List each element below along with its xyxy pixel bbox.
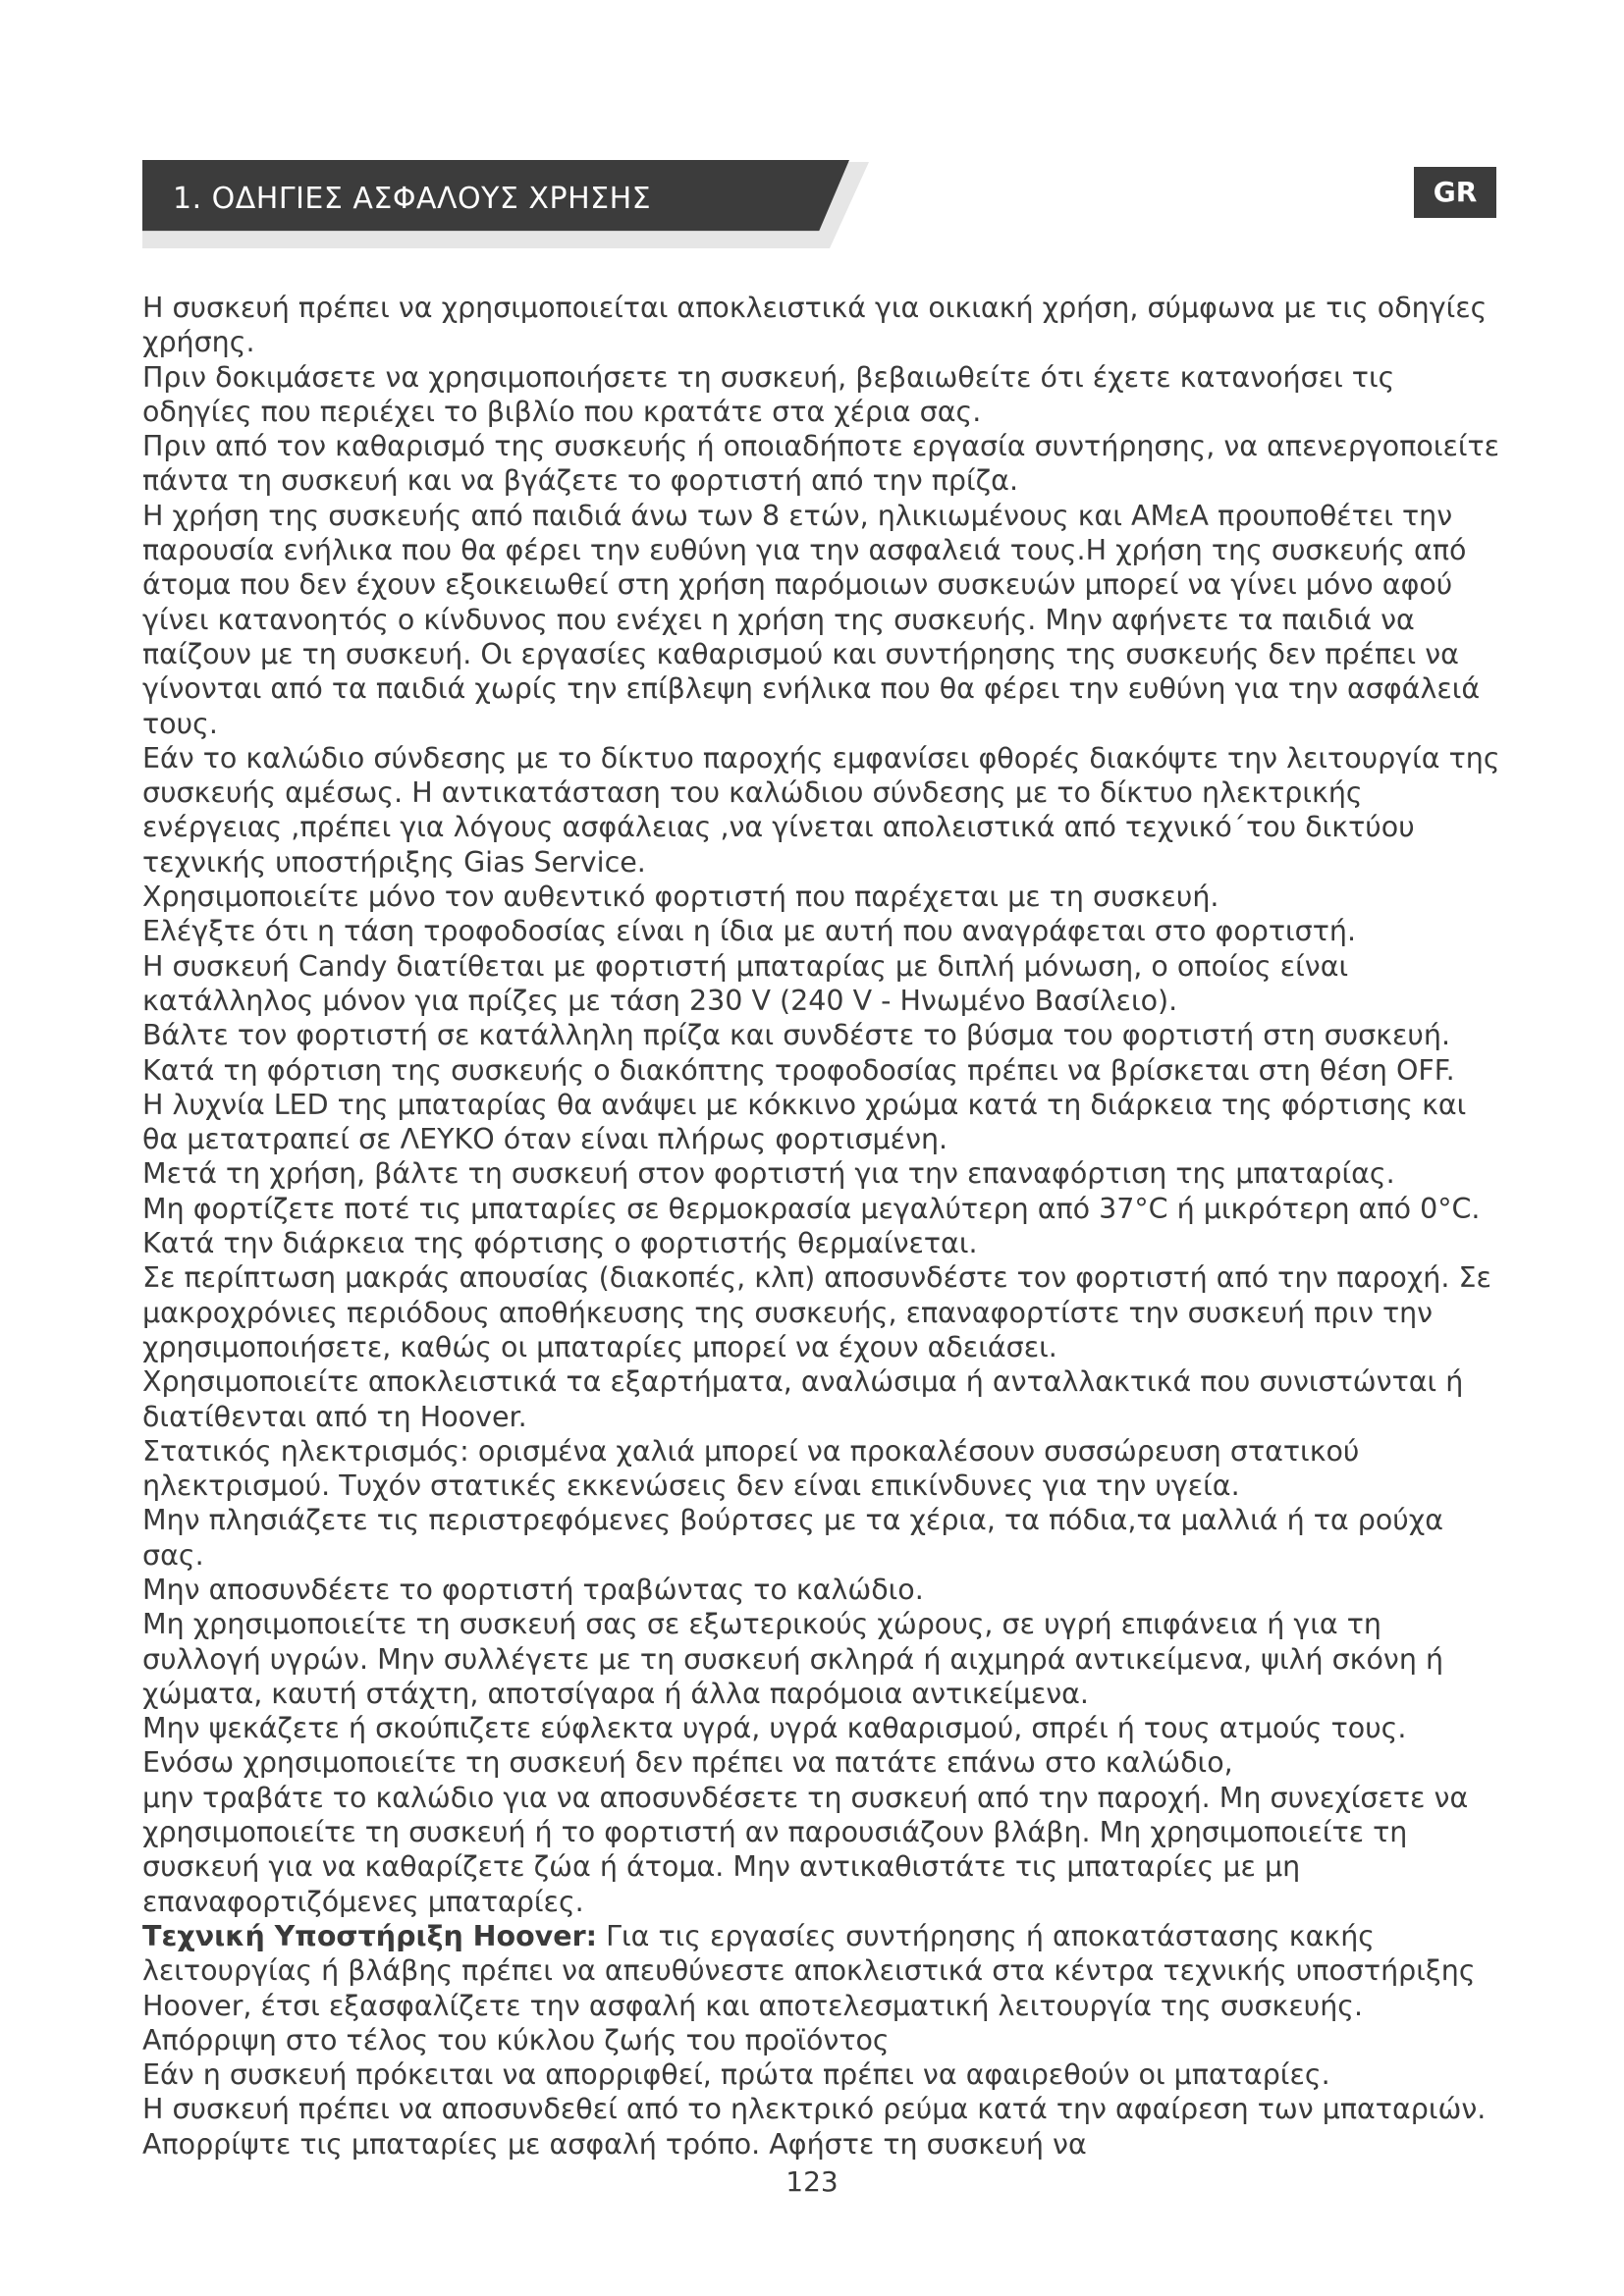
language-badge: GR: [1414, 167, 1496, 218]
section-title: 1. ΟΔΗΓΙΕΣ ΑΣΦΑΛΟΥΣ ΧΡΗΣΗΣ: [173, 182, 652, 216]
paragraph: Ελέγξτε ότι η τάση τροφοδοσίας είναι η ίδια με αυτή που αναγράφεται στο φορτιστή.: [142, 915, 1357, 948]
paragraph: Εάν το καλώδιο σύνδεσης με το δίκτυο παροχής εμφανίσει φθορές διακόψτε την λειτουργία της συσκευής αμέσως. Η αντικατάσταση του καλώδιου σύνδεσης με το δίκτυο ηλεκτρικής ενέργειας ,πρέπει για λόγους ασφάλειας ,να γίνεται απολειστικά από τεχνικό΄του δικτύου τεχνικής υποστήριξης Gias Service.: [142, 741, 1500, 879]
paragraph: Η συσκευή πρέπει να χρησιμοποιείται αποκλειστικά για οικιακή χρήση, σύμφωνα με τις οδηγίες χρήσης.: [142, 292, 1488, 359]
paragraph: Η λυχνία LED της μπαταρίας θα ανάψει με κόκκινο χρώμα κατά τη διάρκεια της φόρτισης και θα μετατραπεί σε ΛΕΥΚΟ όταν είναι πλήρως φορτισμένη.: [142, 1088, 1467, 1156]
disposal-heading: Απόρριψη στο τέλος του κύκλου ζωής του προϊόντος: [142, 2023, 890, 2056]
paragraph: Χρησιμοποιείτε μόνο τον αυθεντικό φορτιστή που παρέχεται με τη συσκευή.: [142, 881, 1219, 914]
page-number: 123: [785, 2165, 839, 2198]
paragraph: Μην ψεκάζετε ή σκούπιζετε εύφλεκτα υγρά, υγρά καθαρισμού, σπρέι ή τους ατμούς τους.: [142, 1712, 1407, 1745]
paragraph: Κατά τη φόρτιση της συσκευής ο διακόπτης τροφοδοσίας πρέπει να βρίσκεται στη θέση OFF.: [142, 1053, 1455, 1087]
paragraph: Μη χρησιμοποιείτε τη συσκευή σας σε εξωτερικούς χώρους, σε υγρή επιφάνεια ή για τη συλλογή υγρών. Μην συλλέγετε με τη συσκευή σκληρά ή αιχμηρά αντικείμενα, ψιλή σκόνη ή χώματα, καυτή στάχτη, αποτσίγαρα ή άλλα παρόμοια αντικείμενα.: [142, 1608, 1444, 1710]
paragraph: Η χρήση της συσκευής από παιδιά άνω των 8 ετών, ηλικιωμένους και ΑΜεΑ προυποθέτει την παρουσία ενήλικα που θα φέρει την ευθύνη για την ασφαλειά τους.Η χρήση της συσκευής από άτομα που δεν έχουν εξοικειωθεί στη χρήση παρόμοιων συσκευών μπορεί να γίνει μόνο αφού γίνει κατανοητός ο κίνδυνος που ενέχει η χρήση της συσκευής. Μην αφήνετε τα παιδιά να παίζουν με τη συσκευή. Οι εργασίες καθαρισμού και συντήρησης της συσκευής δεν πρέπει να γίνονται από τα παιδιά χωρίς την επίβλεψη ενήλικα που θα φέρει την ευθύνη για την ασφάλειά τους.: [142, 499, 1481, 740]
paragraph: Η συσκευή πρέπει να αποσυνδεθεί από το ηλεκτρικό ρεύμα κατά την αφαίρεση των μπαταριών. Απορρίψτε τις μπαταρίες με ασφαλή τρόπο. Αφήστε τη συσκευή να: [142, 2093, 1487, 2161]
paragraph: Μην πλησιάζετε τις περιστρεφόμενες βούρτσες με τα χέρια, τα πόδια,τα μαλλιά ή τα ρούχα σας.: [142, 1504, 1444, 1572]
paragraph: Ενόσω χρησιμοποιείτε τη συσκευή δεν πρέπει να πατάτε επάνω στο καλώδιο,: [142, 1746, 1233, 1780]
paragraph: Η συσκευή Candy διατίθεται με φορτιστή μπαταρίας με διπλή μόνωση, ο οποίος είναι κατάλληλος μόνον για πρίζες με τάση 230 V (240 V - Ηνωμένο Βασίλειο).: [142, 949, 1349, 1017]
support-text: Για τις εργασίες συντήρησης ή αποκατάστασης κακής λειτουργίας ή βλάβης πρέπει να απευθύνεστε αποκλειστικά στα κέντρα τεχνικής υποστήριξης Hoover, έτσι εξασφαλίζετε την ασφαλή και αποτελεσματική λειτουργία της συσκευής.: [142, 1919, 1476, 2022]
paragraph: Μην αποσυνδέετε το φορτιστή τραβώντας το καλώδιο.: [142, 1573, 924, 1606]
paragraph: Σε περίπτωση μακράς απουσίας (διακοπές, κλπ) αποσυνδέστε τον φορτιστή από την παροχή. Σε μακροχρόνιες περιόδους αποθήκευσης της συσκευής, επαναφορτίστε την συσκευή πριν την χρησιμοποιήσετε, καθώς οι μπαταρίες μπορεί να έχουν αδειάσει.: [142, 1261, 1491, 1363]
paragraph: Χρησιμοποιείτε αποκλειστικά τα εξαρτήματα, αναλώσιμα ή ανταλλακτικά που συνιστώνται ή διατίθενται από τη Hoover.: [142, 1365, 1464, 1433]
paragraph: Μη φορτίζετε ποτέ τις μπαταρίες σε θερμοκρασία μεγαλύτερη από 37°C ή μικρότερη από 0°C. Κατά την διάρκεια της φόρτισης ο φορτιστής θερμαίνεται.: [142, 1192, 1481, 1260]
support-paragraph: [142, 1919, 1502, 2023]
paragraph: Πριν δοκιμάσετε να χρησιμοποιήσετε τη συσκευή, βεβαιωθείτε ότι έχετε κατανοήσει τις οδηγίες που περιέχει το βιβλίο που κρατάτε στα χέρια σας.: [142, 360, 1395, 428]
paragraph: Πριν από τον καθαρισμό της συσκευής ή οποιαδήποτε εργασία συντήρησης, να απενεργοποιείτε πάντα τη συσκευή και να βγάζετε το φορτιστή από την πρίζα.: [142, 430, 1500, 498]
paragraph: μην τραβάτε το καλώδιο για να αποσυνδέσετε τη συσκευή από την παροχή. Μη συνεχίσετε να χρησιμοποιείτε τη συσκευή ή το φορτιστή αν παρουσιάζουν βλάβη. Μη χρησιμοποιείτε τη συσκευή για να καθαρίζετε ζώα ή άτομα. Μην αντικαθιστάτε τις μπαταρίες με μη επαναφορτιζόμενες μπαταρίες.: [142, 1781, 1469, 1918]
paragraph: Στατικός ηλεκτρισμός: ορισμένα χαλιά μπορεί να προκαλέσουν συσσώρευση στατικού ηλεκτρισμού. Τυχόν στατικές εκκενώσεις δεν είναι επικίνδυνες για την υγεία.: [142, 1434, 1360, 1503]
safety-instructions-body: [142, 291, 1502, 2162]
support-label: Τεχνική Υποστήριξη Hoover:: [142, 1919, 598, 1952]
paragraph: Μετά τη χρήση, βάλτε τη συσκευή στον φορτιστή για την επαναφόρτιση της μπαταρίας.: [142, 1157, 1395, 1191]
paragraph: Εάν η συσκευή πρόκειται να απορριφθεί, πρώτα πρέπει να αφαιρεθούν οι μπαταρίες.: [142, 2058, 1330, 2092]
paragraph: Βάλτε τον φορτιστή σε κατάλληλη πρίζα και συνδέστε το βύσμα του φορτιστή στη συσκευή.: [142, 1019, 1451, 1052]
